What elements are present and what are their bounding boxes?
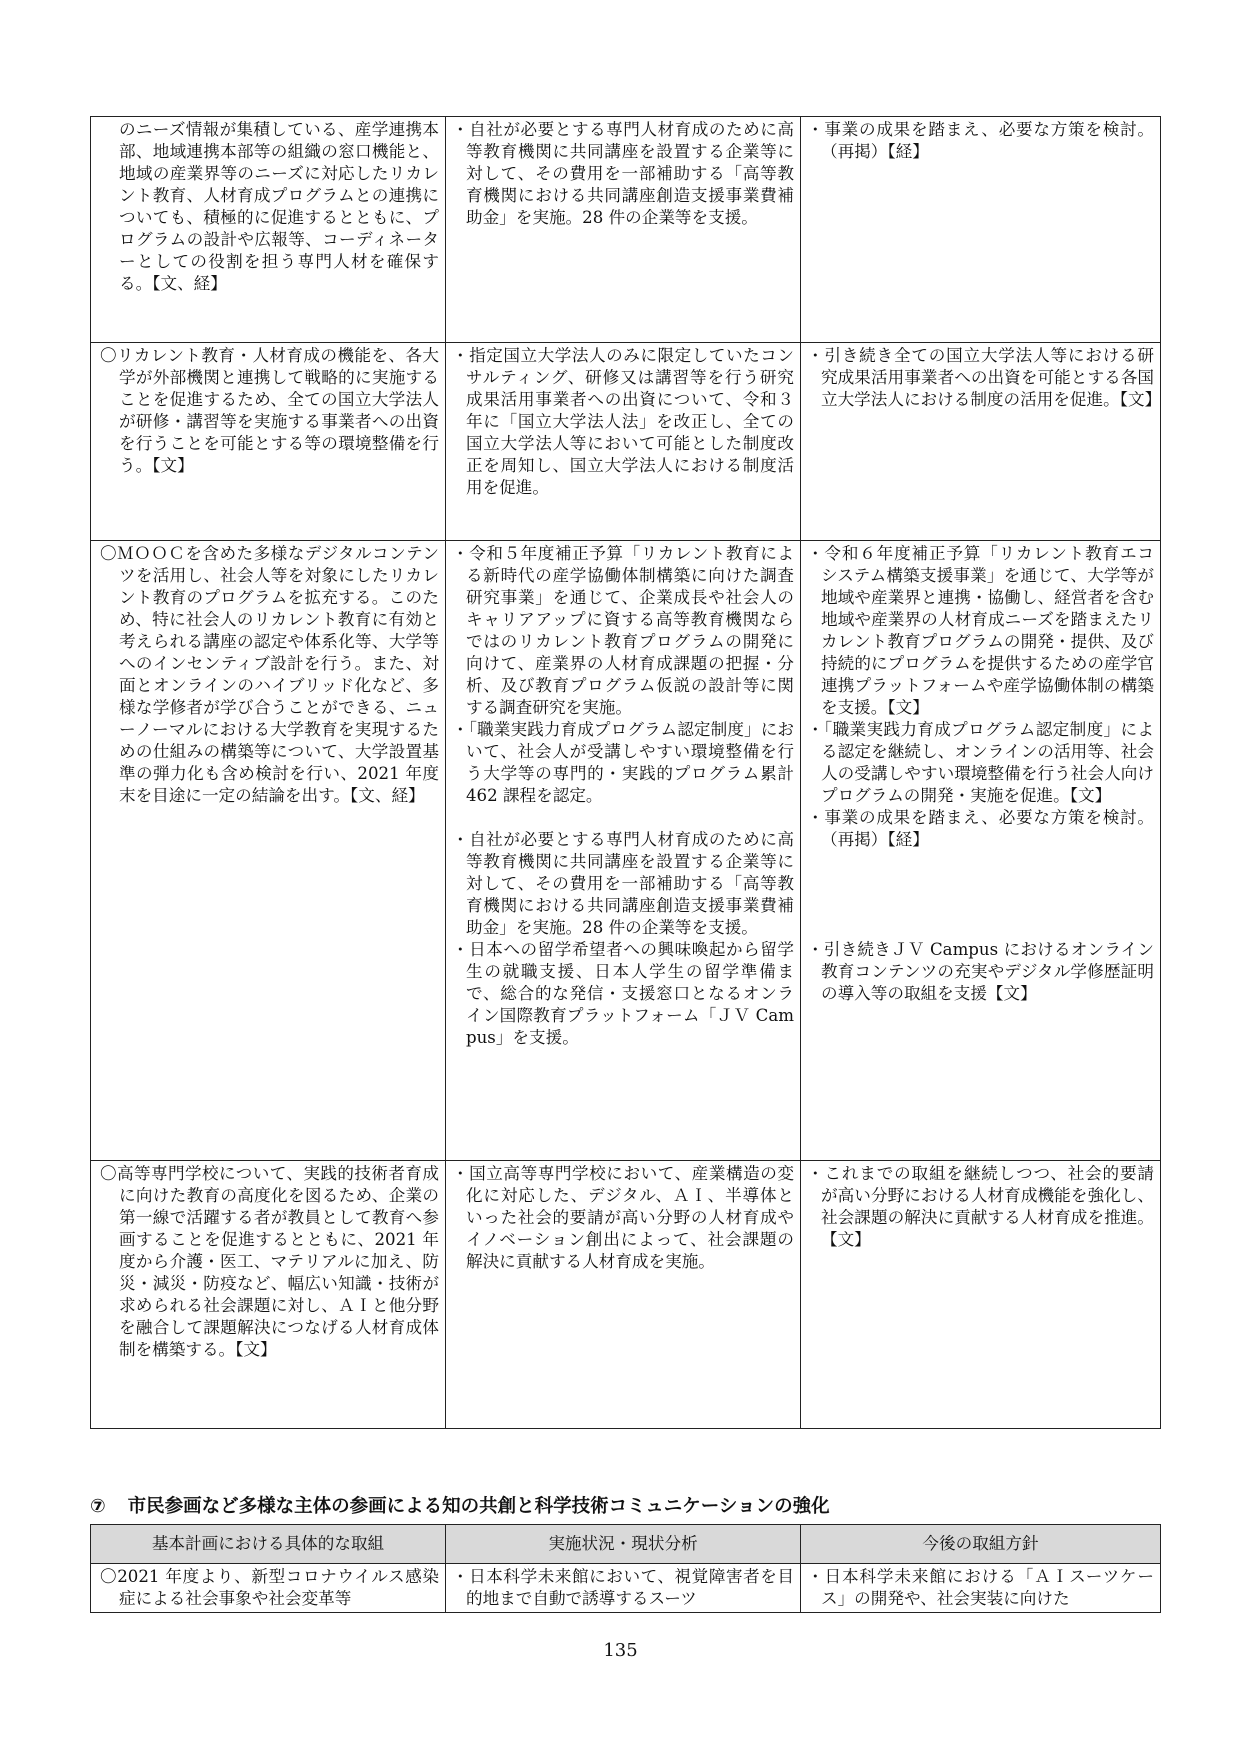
spacer	[807, 917, 1154, 939]
section-title: 市民参画など多様な主体の参画による知の共創と科学技術コミュニケーションの強化	[127, 1496, 830, 1517]
spacer	[807, 895, 1154, 917]
next-table	[90, 1524, 1161, 1613]
status-cell: ・指定国立大学法人のみに限定していたコンサルティング、研修又は講習等を行う研究成果活用事業者への出資について、令和３年に「国立大学法人法」を改正し、全ての国立大学法人等において可能とした制度改正を周知し、国立大学法人における制度活用を促進。	[446, 343, 801, 541]
policy-cell: ・日本科学未来館における「ＡＩスーツケース」の開発や、社会実装に向けた	[801, 1564, 1161, 1613]
plan-cell: のニーズ情報が集積している、産学連携本部、地域連携本部等の組織の窓口機能と、地域の産業界等のニーズに対応したリカレント教育、人材育成プログラムとの連携についても、積極的に促進するとともに、プログラムの設計や広報等、コーディネーターとしての役割を担う専門人材を確保する。【文、経】	[91, 117, 446, 343]
measures-table-2	[90, 1524, 1161, 1613]
plan-cell: 〇リカレント教育・人材育成の機能を、各大学が外部機関と連携して戦略的に実施することを促進するため、全ての国立大学法人が研修・講習等を実施する事業者への出資を行うことを可能とする等の環境整備を行う。【文】	[91, 343, 446, 541]
policy-cell: ・これまでの取組を継続しつつ、社会的要請が高い分野における人材育成機能を強化し、社会課題の解決に貢献する人材育成を推進。【文】	[801, 1161, 1161, 1429]
plan-cell: 〇高等専門学校について、実践的技術者育成に向けた教育の高度化を図るため、企業の第一線で活躍する者が教員として教育へ参画することを促進するとともに、2021 年度から介護・医工、マテリアルに加え、防災・減災・防疫など、幅広い知識・技術が求められる社会課題に対し、ＡＩと他分野を融合して課題解決につなげる人材育成体制を構築する。【文】	[91, 1161, 446, 1429]
status-cell: ・令和５年度補正予算「リカレント教育による新時代の産学協働体制構築に向けた調査研究事業」を通じて、企業成長や社会人のキャリアアップに資する高等教育機関ならではのリカレント教育プログラムの開発に向けて、産業界の人材育成課題の把握・分析、及び教育プログラム仮説の設計等に関する調査研究を実施。 ・「職業実践力育成プログラム認定制度」において、社会人が受講しやすい環境整備を行う大学等の専門的・実践的プログラム累計 462 課程を認定。 ・自社が必要とする専門人材育成のために高等教育機関に共同講座を設置する企業等に対して、その費用を一部補助する「高等教育機関における共同講座創造支援事業費補助金」を実施。28 件の企業等を支援。 ・日本への留学希望者への興味喚起から留学生の就職支援、日本人学生の留学準備まで、総合的な発信・支援窓口となるオンライン国際教育プラットフォーム「ＪＶ Campus」を支援。	[446, 541, 801, 1161]
table-row	[91, 343, 1161, 541]
measures-table	[90, 116, 1161, 1429]
status-cell: ・日本科学未来館において、視覚障害者を目的地まで自動で誘導するスーツ	[446, 1564, 801, 1613]
plan-cell: 〇2021 年度より、新型コロナウイルス感染症による社会事象や社会変革等	[91, 1564, 446, 1613]
table-row	[91, 1564, 1161, 1613]
policy-cell: ・引き続き全ての国立大学法人等における研究成果活用事業者への出資を可能とする各国立大学法人における制度の活用を促進。【文】	[801, 343, 1161, 541]
header-plan: 基本計画における具体的な取組	[91, 1525, 446, 1564]
table-row	[91, 541, 1161, 1161]
table-continuation	[90, 116, 1160, 1429]
table-row	[91, 1161, 1161, 1429]
status-cell: ・自社が必要とする専門人材育成のために高等教育機関に共同講座を設置する企業等に対して、その費用を一部補助する「高等教育機関における共同講座創造支援事業費補助金」を実施。28 件の企業等を支援。	[446, 117, 801, 343]
spacer	[452, 807, 794, 829]
header-status: 実施状況・現状分析	[446, 1525, 801, 1564]
spacer	[807, 873, 1154, 895]
spacer	[807, 851, 1154, 873]
plan-cell: 〇ＭＯＯＣを含めた多様なデジタルコンテンツを活用し、社会人等を対象にしたリカレント教育のプログラムを拡充する。このため、特に社会人のリカレント教育に有効と考えられる講座の認定や体系化等、大学等へのインセンティブ設計を行う。また、対面とオンラインのハイブリッド化など、多様な学修者が学び合うことができる、ニューノーマルにおける大学教育を実現するための仕組みの構築等について、大学設置基準の弾力化も含め検討を行い、2021 年度末を目途に一定の結論を出す。【文、経】	[91, 541, 446, 1161]
policy-cell: ・事業の成果を踏まえ、必要な方策を検討。（再掲）【経】	[801, 117, 1161, 343]
header-policy: 今後の取組方針	[801, 1525, 1161, 1564]
status-cell: ・国立高等専門学校において、産業構造の変化に対応した、デジタル、ＡＩ、半導体といった社会的要請が高い分野の人材育成やイノベーション創出によって、社会課題の解決に貢献する人材育成を実施。	[446, 1161, 801, 1429]
table-row	[91, 117, 1161, 343]
table-header-row	[91, 1525, 1161, 1564]
page-number: 135	[603, 1640, 638, 1661]
section-heading	[90, 1494, 1160, 1520]
section-number: ⑦	[90, 1496, 106, 1517]
policy-cell: ・令和６年度補正予算「リカレント教育エコシステム構築支援事業」を通じて、大学等が地域や産業界と連携・協働し、経営者を含む地域や産業界の人材育成ニーズを踏まえたリカレント教育プログラムの開発・提供、及び持続的にプログラムを提供するための産学官連携プラットフォームや産学協働体制の構築を支援。【文】 ・「職業実践力育成プログラム認定制度」による認定を継続し、オンラインの活用等、社会人の受講しやすい環境整備を行う社会人向けプログラムの開発・実施を促進。【文】 ・事業の成果を踏まえ、必要な方策を検討。（再掲）【経】 ・引き続きＪＶ Campus におけるオンライン教育コンテンツの充実やデジタル学修歴証明の導入等の取組を支援【文】	[801, 541, 1161, 1161]
